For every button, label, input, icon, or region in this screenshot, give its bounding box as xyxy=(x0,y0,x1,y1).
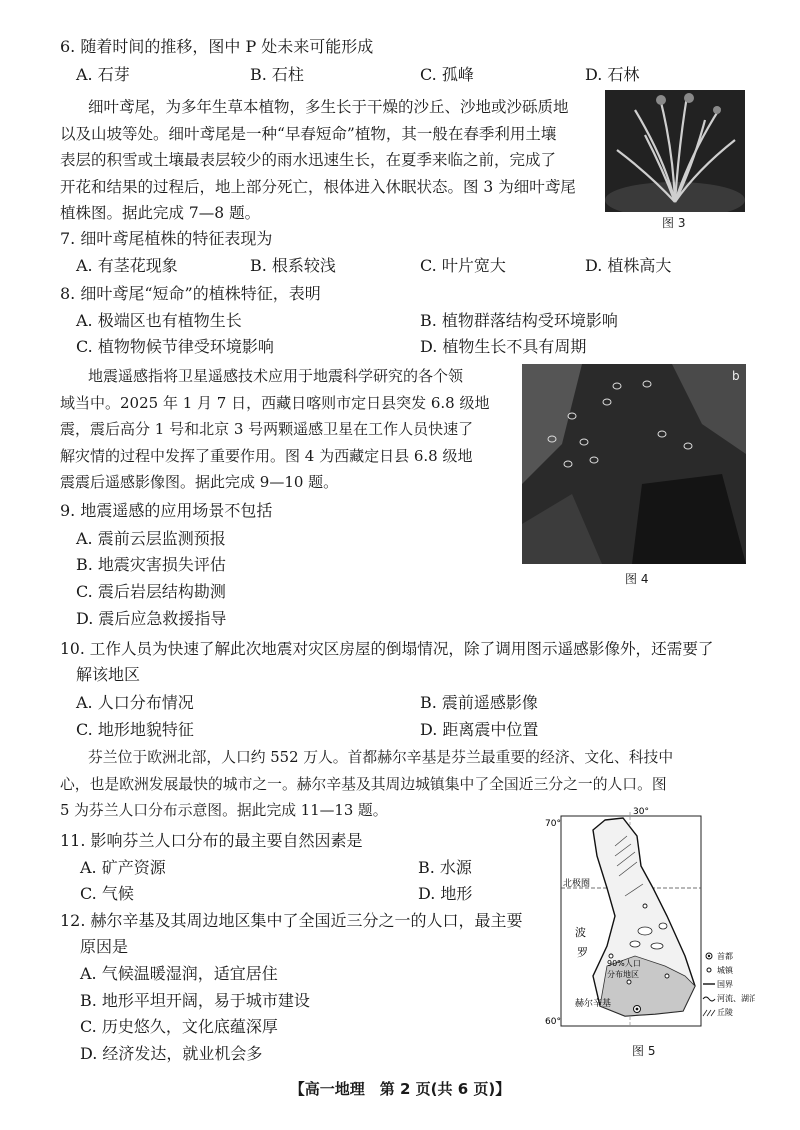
passage-line: 地震遥感指将卫星遥感技术应用于地震科学研究的各个领 xyxy=(88,367,464,385)
legend-border: 国界 xyxy=(717,980,733,989)
sea-label-char-1: 波 xyxy=(575,926,586,939)
svg-text:b: b xyxy=(732,369,740,383)
q8-option-a[interactable]: A. 极端区也有植物生长 xyxy=(76,311,242,330)
question-7-stem: 7. 细叶鸢尾植株的特征表现为 xyxy=(60,229,273,248)
figure-5-caption: 图 5 xyxy=(632,1044,656,1058)
q7-option-a[interactable]: A. 有茎花现象 xyxy=(76,256,178,275)
legend-capital: 首都 xyxy=(717,952,733,961)
figure-3-caption: 图 3 xyxy=(662,216,686,230)
question-6-stem: 6. 随着时间的推移，图中 P 处未来可能形成 xyxy=(60,37,374,56)
longitude-30-label: 30° xyxy=(633,807,649,817)
question-11-stem: 11. 影响芬兰人口分布的最主要自然因素是 xyxy=(60,831,363,850)
passage-line: 解灾情的过程中发挥了重要作用。图 4 为西藏定日县 6.8 级地 xyxy=(60,446,473,465)
q10-option-d[interactable]: D. 距离震中位置 xyxy=(420,720,539,739)
passage-line: 植株图。据此完成 7—8 题。 xyxy=(60,204,261,222)
satellite-image-illustration xyxy=(522,364,746,564)
figure-4-caption: 图 4 xyxy=(625,572,649,586)
q11-option-a[interactable]: A. 矿产资源 xyxy=(80,858,166,877)
q6-option-a[interactable]: A. 石芽 xyxy=(76,65,130,84)
legend-hill: 丘陵 xyxy=(717,1008,733,1017)
q7-option-c[interactable]: C. 叶片宽大 xyxy=(420,256,506,275)
figure-4-remote-sensing-image xyxy=(522,364,746,564)
population-area-label-2: 分布地区 xyxy=(607,970,639,979)
q10-option-a[interactable]: A. 人口分布情况 xyxy=(76,693,194,712)
latitude-70-label: 70° xyxy=(545,819,561,829)
q11-option-d[interactable]: D. 地形 xyxy=(418,884,473,903)
iris-plant-illustration xyxy=(605,90,745,212)
q9-option-d[interactable]: D. 震后应急救援指导 xyxy=(76,609,227,628)
question-12-stem-line2: 原因是 xyxy=(80,937,129,956)
q7-option-d[interactable]: D. 植株高大 xyxy=(585,256,672,275)
question-8-stem: 8. 细叶鸢尾“短命”的植株特征，表明 xyxy=(60,284,321,303)
q10-option-b[interactable]: B. 震前遥感影像 xyxy=(420,693,538,712)
legend-river-lake: 河流、湖泊 xyxy=(717,994,755,1003)
passage-line: 心，也是欧洲发展最快的城市之一。赫尔辛基及其周边城镇集中了全国近三分之一的人口。图 xyxy=(60,775,667,793)
q9-option-b[interactable]: B. 地震灾害损失评估 xyxy=(76,555,226,574)
figure-3-iris-photo xyxy=(605,90,745,212)
finland-population-map xyxy=(545,806,755,1036)
passage-earthquake xyxy=(60,363,520,496)
passage-line: 域当中。2025 年 1 月 7 日，西藏日喀则市定日县突发 6.8 级地 xyxy=(60,393,490,412)
q12-option-b[interactable]: B. 地形平坦开阔，易于城市建设 xyxy=(80,991,310,1010)
q12-option-c[interactable]: C. 历史悠久，文化底蕴深厚 xyxy=(80,1017,278,1036)
question-9-stem: 9. 地震遥感的应用场景不包括 xyxy=(60,501,273,520)
q6-option-c[interactable]: C. 孤峰 xyxy=(420,65,474,84)
q7-option-b[interactable]: B. 根系较浅 xyxy=(250,256,336,275)
q12-option-d[interactable]: D. 经济发达，就业机会多 xyxy=(80,1044,263,1063)
q6-option-b[interactable]: B. 石柱 xyxy=(250,65,304,84)
population-area-label-1: 90%人口 xyxy=(607,959,641,968)
q9-option-a[interactable]: A. 震前云层监测预报 xyxy=(76,529,226,548)
q8-option-c[interactable]: C. 植物物候节律受环境影响 xyxy=(76,337,274,356)
passage-iris xyxy=(60,94,600,227)
q11-option-b[interactable]: B. 水源 xyxy=(418,858,472,877)
passage-line: 开花和结果的过程后，地上部分死亡，根体进入休眠状态。图 3 为细叶鸢尾 xyxy=(60,177,576,196)
passage-line: 5 为芬兰人口分布示意图。据此完成 11—13 题。 xyxy=(60,802,388,819)
passage-line: 表层的积雪或土壤最表层较少的雨水迅速生长，在夏季来临之前，完成了 xyxy=(60,151,557,169)
q8-option-b[interactable]: B. 植物群落结构受环境影响 xyxy=(420,311,618,330)
q8-option-d[interactable]: D. 植物生长不具有周期 xyxy=(420,337,587,356)
passage-line: 细叶鸢尾，为多年生草本植物，多生长于干燥的沙丘、沙地或沙砾质地 xyxy=(88,98,569,116)
page-footer: 【高一地理 第 2 页(共 6 页)】 xyxy=(289,1080,511,1098)
question-10-stem-line1: 10. 工作人员为快速了解此次地震对灾区房屋的倒塌情况，除了调用图示遥感影像外，还需要了 xyxy=(60,640,714,658)
latitude-60-label: 60° xyxy=(545,1017,561,1027)
q12-option-a[interactable]: A. 气候温暖湿润，适宜居住 xyxy=(80,964,278,983)
sea-label-char-2: 罗 xyxy=(577,946,588,959)
passage-line: 震震后遥感影像图。据此完成 9—10 题。 xyxy=(60,473,339,491)
question-10-stem-line2: 解该地区 xyxy=(76,665,141,684)
legend-town: 城镇 xyxy=(717,966,733,975)
helsinki-label: 赫尔辛基 xyxy=(575,999,612,1009)
passage-line: 以及山坡等处。细叶鸢尾是一种“早春短命”植物，其一般在春季利用土壤 xyxy=(60,124,557,143)
q6-option-d[interactable]: D. 石林 xyxy=(585,65,640,84)
passage-line: 震，震后高分 1 号和北京 3 号两颗遥感卫星在工作人员快速了 xyxy=(60,420,474,438)
q11-option-c[interactable]: C. 气候 xyxy=(80,884,134,903)
q9-option-c[interactable]: C. 震后岩层结构勘测 xyxy=(76,582,226,601)
passage-line: 芬兰位于欧洲北部，人口约 552 万人。首都赫尔辛基是芬兰最重要的经济、文化、科技中 xyxy=(88,749,674,766)
arctic-circle-label: 北极圈 xyxy=(563,879,591,889)
figure-5-finland-map xyxy=(545,806,755,1036)
map-legend xyxy=(703,951,755,1017)
question-12-stem-line1: 12. 赫尔辛基及其周边地区集中了全国近三分之一的人口，最主要 xyxy=(60,911,523,930)
q10-option-c[interactable]: C. 地形地貌特征 xyxy=(76,720,194,739)
